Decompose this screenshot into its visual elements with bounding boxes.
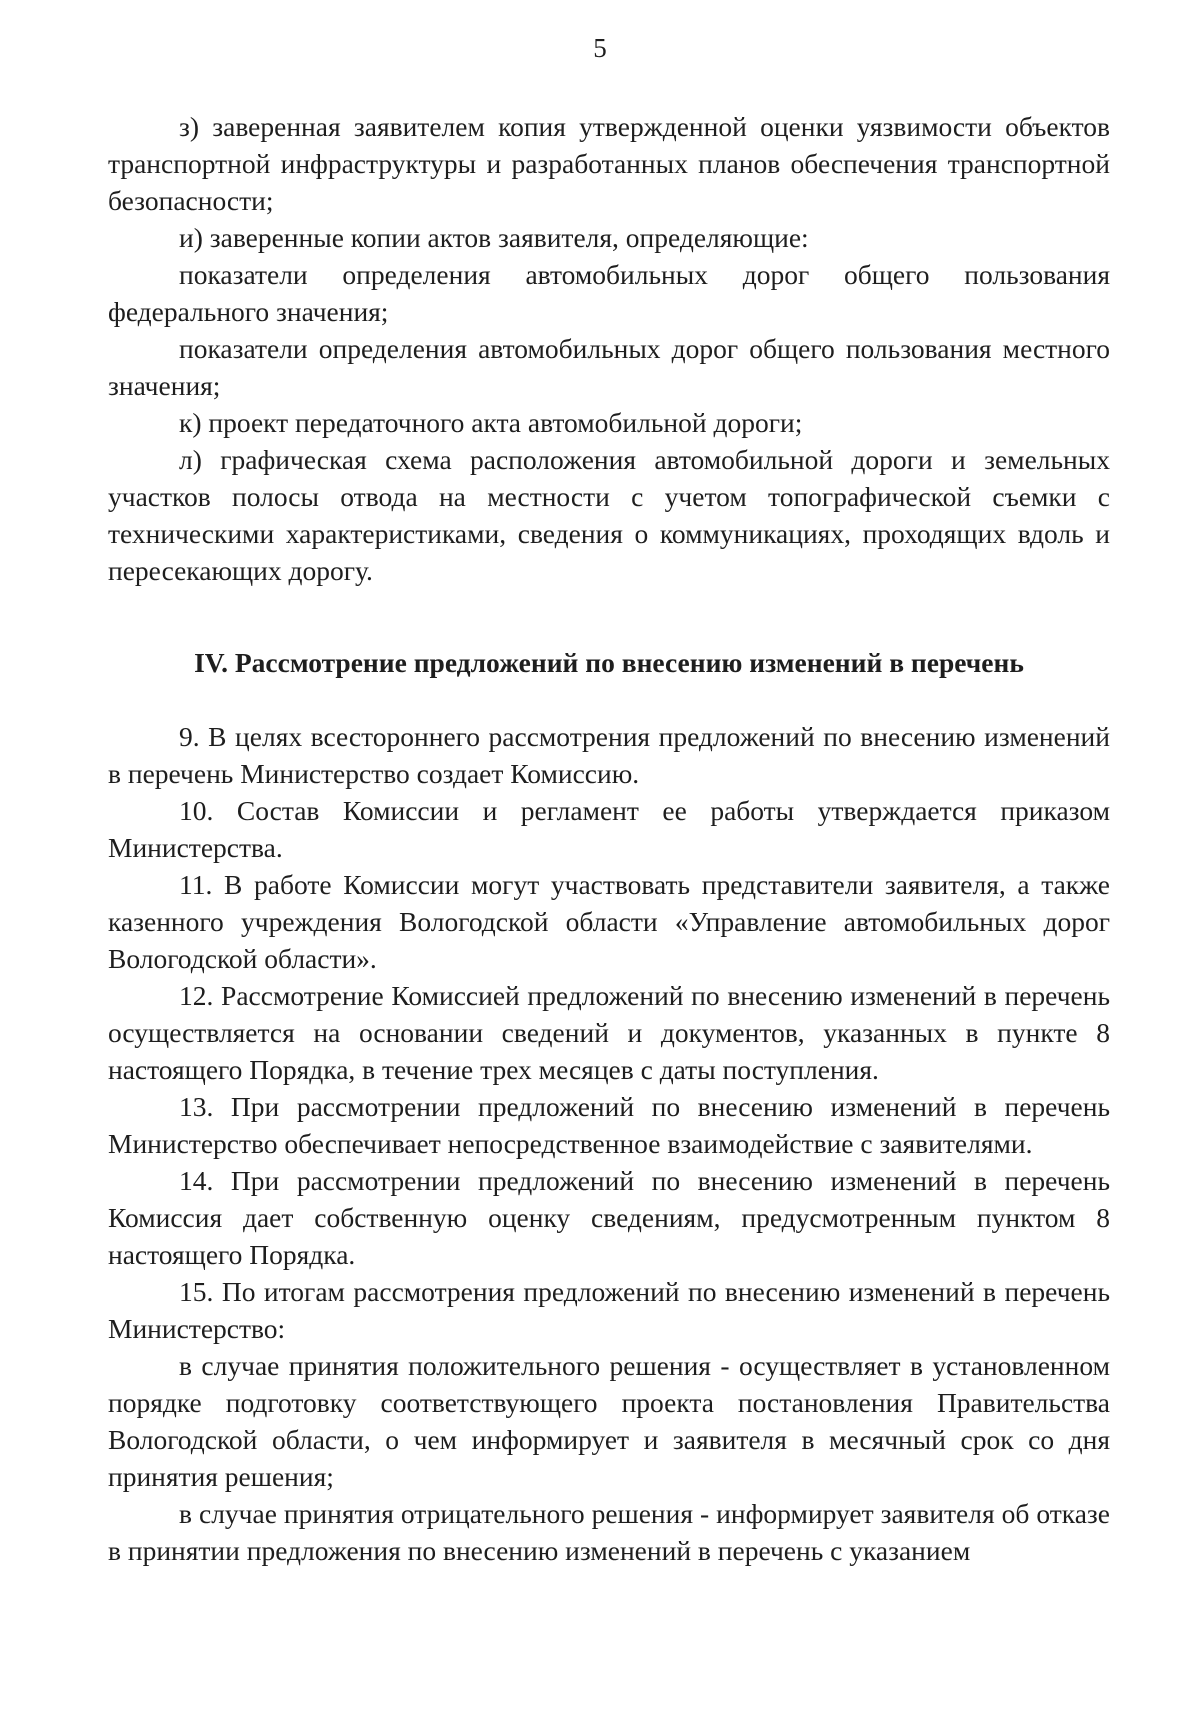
paragraph-12: 12. Рассмотрение Комиссией предложений по внесению изменений в перечень осуществляется на основании сведений и документов, указанных в пункте 8 настоящего Порядка, в течение трех месяцев с даты поступления. xyxy=(108,980,1110,1085)
paragraph-positive-decision: в случае принятия положительного решения - осуществляет в установленном порядке подготовку соответствующего проекта постановления Правительства Вологодской области, о чем информирует и заявителя в месячный срок со дня принятия решения; xyxy=(108,1350,1110,1492)
bottom-text-block xyxy=(108,718,1110,1569)
section-heading: IV. Рассмотрение предложений по внесению изменений в перечень xyxy=(194,647,1024,678)
paragraph-14: 14. При рассмотрении предложений по внесению изменений в перечень Комиссия дает собственную оценку сведениям, предусмотренным пунктом 8 настоящего Порядка. xyxy=(108,1165,1110,1270)
paragraph-15: 15. По итогам рассмотрения предложений по внесению изменений в перечень Министерство: xyxy=(108,1276,1110,1344)
paragraph-local-roads: показатели определения автомобильных дорог общего пользования местного значения; xyxy=(108,333,1110,401)
section-heading-block xyxy=(108,644,1110,681)
paragraph-13: 13. При рассмотрении предложений по внесению изменений в перечень Министерство обеспечивает непосредственное взаимодействие с заявителями. xyxy=(108,1091,1110,1159)
top-text-block xyxy=(108,108,1110,589)
paragraph-federal-roads: показатели определения автомобильных дорог общего пользования федерального значения; xyxy=(108,259,1110,327)
paragraph-item-l: л) графическая схема расположения автомобильной дороги и земельных участков полосы отвода на местности с учетом топографической съемки с техническими характеристиками, сведения о коммуникациях, проходящих вдоль и пересекающих дорогу. xyxy=(108,444,1110,586)
paragraph-item-k: к) проект передаточного акта автомобильной дороги; xyxy=(179,407,803,438)
paragraph-10: 10. Состав Комиссии и регламент ее работы утверждается приказом Министерства. xyxy=(108,795,1110,863)
paragraph-item-i: и) заверенные копии актов заявителя, определяющие: xyxy=(179,222,809,253)
paragraph-9: 9. В целях всестороннего рассмотрения предложений по внесению изменений в перечень Министерство создает Комиссию. xyxy=(108,721,1110,789)
page-number: 5 xyxy=(593,33,607,63)
paragraph-item-z: з) заверенная заявителем копия утвержденной оценки уязвимости объектов транспортной инфраструктуры и разработанных планов обеспечения транспортной безопасности; xyxy=(108,111,1110,216)
paragraph-negative-decision: в случае принятия отрицательного решения - информирует заявителя об отказе в принятии предложения по внесению изменений в перечень с указанием xyxy=(108,1498,1110,1566)
paragraph-11: 11. В работе Комиссии могут участвовать представители заявителя, а также казенного учреждения Вологодской области «Управление автомобильных дорог Вологодской области». xyxy=(108,869,1110,974)
